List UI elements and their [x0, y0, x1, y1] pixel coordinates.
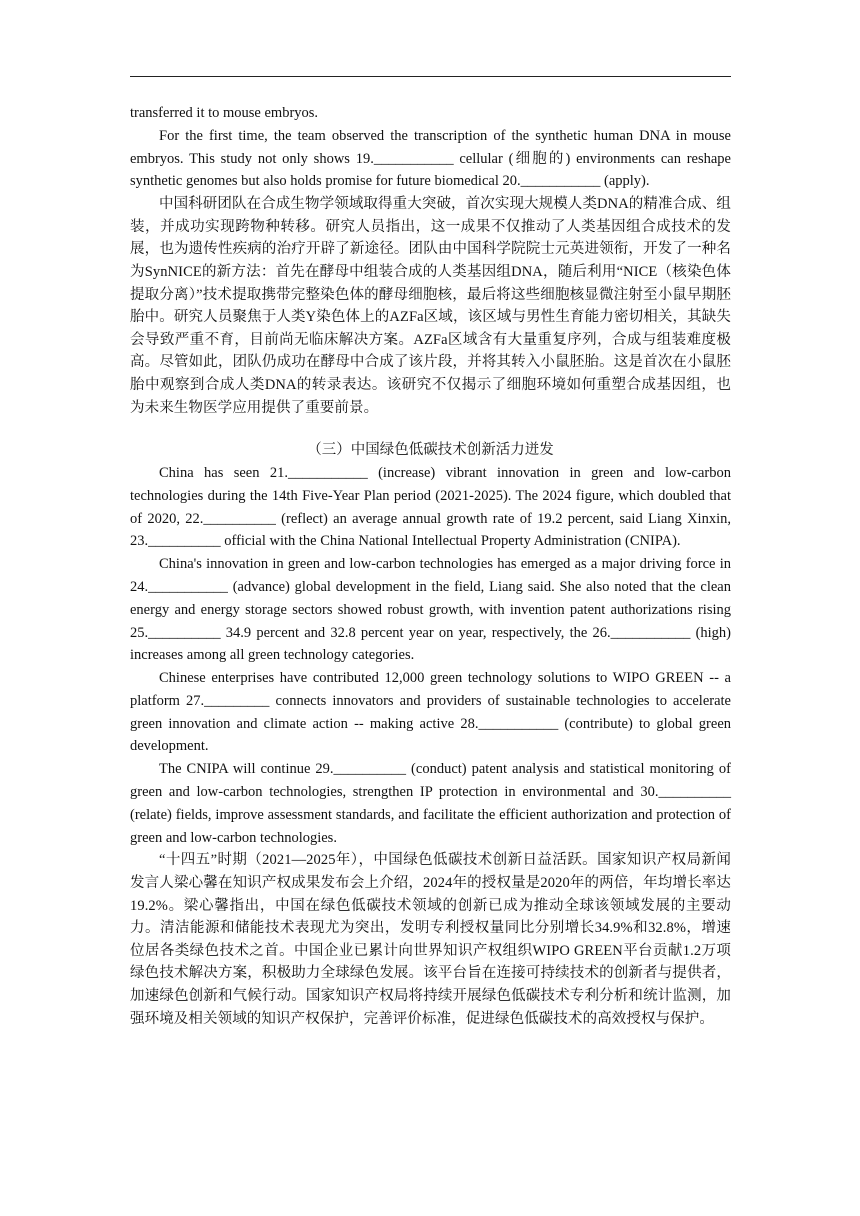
paragraph-part3-4: The CNIPA will continue 29.__________ (conduct) patent analysis and statistical monitoring of green and low-carbon technologies, strengthen IP protection in environmental and 30.__________ (relate) fields, improve assessment standards, and facilitate the efficient authorization and protection of green and low-carbon technologies.: [130, 761, 731, 846]
paragraph-part3-1: China has seen 21.___________ (increase) vibrant innovation in green and low-carbon technologies during the 14th Five-Year Plan period (2021-2025). The 2024 figure, which doubled that of 2020, 22.__________ (reflect) an average annual growth rate of 19.2 percent, said Liang Xinxin, 23.__________ official with the China National Intellectual Property Administration (CNIPA).: [130, 464, 731, 550]
paragraph-first-time: For the first time, the team observed the transcription of the synthetic human DNA in mouse embryos. This study not only shows 19.___________ cellular (细胞的) environments can reshape synthetic genomes but also holds promise for future biomedical 20.___________ (apply).: [130, 127, 731, 190]
section-heading-part3: （三）中国绿色低碳技术创新活力迸发: [307, 442, 554, 459]
chinese-translation-part3: “十四五”时期（2021—2025年），中国绿色低碳技术创新日益活跃。国家知识产权局新闻发言人梁心馨在知识产权成果发布会上介绍，2024年的授权量是2020年的两倍，年均增长率达19.2%。梁心馨指出，中国在绿色低碳技术领域的创新已成为推动全球该领域发展的主要动力。清洁能源和储能技术表现尤为突出，发明专利授权量同比分别增长34.9%和32.8%，增速位居各类绿色技术之首。中国企业已累计向世界知识产权组织WIPO GREEN平台贡献1.2万项绿色技术解决方案，积极助力全球绿色发展。该平台旨在连接可持续技术的创新者与提供者，加速绿色创新和气候行动。国家知识产权局将持续开展绿色低碳技术专利分析和统计监测，加强环境及相关领域的知识产权保护，完善评价标准，促进绿色低碳技术的高效授权与保护。: [130, 852, 731, 1027]
header-rule: [130, 76, 731, 77]
paragraph-part3-3: Chinese enterprises have contributed 12,000 green technology solutions to WIPO GREEN -- a platform 27._________ connects innovators and providers of sustainable technologies to accelerate green innovation and climate action -- making active 28.___________ (contribute) to global green development.: [130, 670, 731, 755]
chinese-translation-part2: 中国科研团队在合成生物学领域取得重大突破，首次实现大规模人类DNA的精准合成、组装，并成功实现跨物种转移。研究人员指出，这一成果不仅推动了人类基因组合成技术的发展，也为遗传性疾病的治疗开辟了新途径。团队由中国科学院院士元英进领衔，开发了一种名为SynNICE的新方法：首先在酵母中组装合成的人类基因组DNA，随后利用“NICE（核染色体提取分离）”技术提取携带完整染色体的酵母细胞核，最后将这些细胞核显微注射至小鼠早期胚胎中。研究人员聚焦于人类Y染色体上的AZFa区域，该区域与男性生育能力密切相关，其缺失会导致严重不育，目前尚无临床解决方案。AZFa区域含有大量重复序列，合成与组装难度极高。尽管如此，团队仍成功在酵母中合成了该片段，并将其转入小鼠胚胎。这是首次在小鼠胚胎中观察到合成人类DNA的转录表达。该研究不仅揭示了细胞环境如何重塑合成基因组，也为未来生物医学应用提供了重要前景。: [130, 196, 731, 416]
page-content: [130, 102, 731, 1030]
paragraph-part3-2: China's innovation in green and low-carbon technologies has emerged as a major driving force in 24.___________ (advance) global development in the field, Liang said. She also noted that the clean energy and energy storage sectors showed robust growth, with invention patent authorizations rising 25.__________ 34.9 percent and 32.8 percent year on year, respectively, the 26.___________ (high) increases among all green technology categories.: [130, 556, 731, 664]
paragraph-continuation: transferred it to mouse embryos.: [130, 105, 319, 121]
